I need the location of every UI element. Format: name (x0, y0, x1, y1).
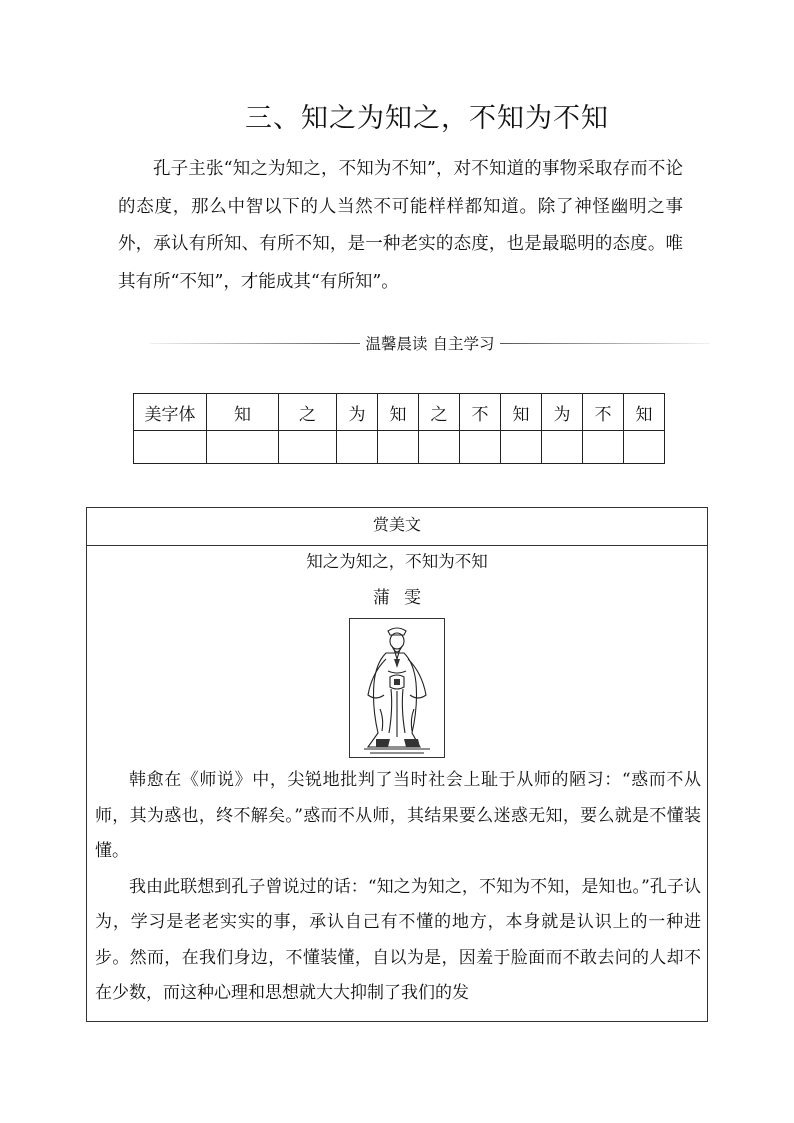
practice-cell-label: 美字体 (134, 394, 207, 431)
essay-author: 蒲雯 (373, 588, 435, 608)
practice-blank-cell[interactable] (542, 431, 583, 464)
practice-blank-cell[interactable] (501, 431, 542, 464)
reading-box-heading: 赏美文 (87, 508, 707, 546)
practice-cell-char: 知 (378, 394, 419, 431)
confucius-portrait-image (349, 618, 445, 758)
essay-body (95, 763, 701, 1012)
section-divider (150, 331, 710, 355)
practice-cell-char: 之 (419, 394, 460, 431)
practice-blank-cell[interactable] (134, 431, 207, 464)
divider-line-right (500, 343, 710, 344)
practice-blank-cell[interactable] (624, 431, 665, 464)
practice-cell-char: 不 (460, 394, 501, 431)
essay-paragraph: 我由此联想到孔子曾说过的话：“知之为知之，不知为不知，是知也。”孔子认为，学习是老老实实的事，承认自己有不懂的地方，本身就是认识上的一种进步。然而，在我们身边，不懂装懂，自以为是，因羞于脸面而不敢去问的人却不在少数，而这种心理和思想就大大抑制了我们的发 (95, 876, 701, 1003)
practice-blank-cell[interactable] (337, 431, 378, 464)
practice-table-header-row (134, 394, 665, 431)
practice-cell-char: 知 (501, 394, 542, 431)
essay-paragraph: 韩愈在《师说》中，尖锐地批判了当时社会上耻于从师的陋习：“惑而不从师，其为惑也，终不解矣。”惑而不从师，其结果要么迷惑无知，要么就是不懂装懂。 (95, 770, 701, 861)
practice-blank-cell[interactable] (460, 431, 501, 464)
section-divider-label: 温馨晨读 自主学习 (365, 335, 495, 353)
practice-cell-char: 不 (583, 394, 624, 431)
practice-table (133, 393, 665, 464)
practice-blank-cell[interactable] (207, 431, 279, 464)
practice-cell-char: 为 (542, 394, 583, 431)
practice-blank-cell[interactable] (583, 431, 624, 464)
practice-cell-char: 知 (624, 394, 665, 431)
practice-table-writing-row (134, 431, 665, 464)
intro-paragraph: 孔子主张“知之为知之，不知为不知”，对不知道的事物采取存而不论的态度，那么中智以下的人当然不可能样样都知道。除了神怪幽明之事外，承认有所知、有所不知，是一种老实的态度，也是最聪明的态度。唯其有所“不知”，才能成其“有所知”。 (118, 159, 683, 292)
practice-blank-cell[interactable] (378, 431, 419, 464)
confucius-figure-illustration (350, 619, 444, 757)
practice-cell-char: 为 (337, 394, 378, 431)
practice-cell-char: 知 (207, 394, 279, 431)
page-title: 三、知之为知之，不知为不知 (245, 103, 609, 134)
reading-box (86, 507, 708, 1022)
divider-line-left (150, 343, 360, 344)
practice-cell-char: 之 (279, 394, 337, 431)
essay-title: 知之为知之，不知为不知 (306, 552, 488, 571)
practice-blank-cell[interactable] (419, 431, 460, 464)
practice-blank-cell[interactable] (279, 431, 337, 464)
